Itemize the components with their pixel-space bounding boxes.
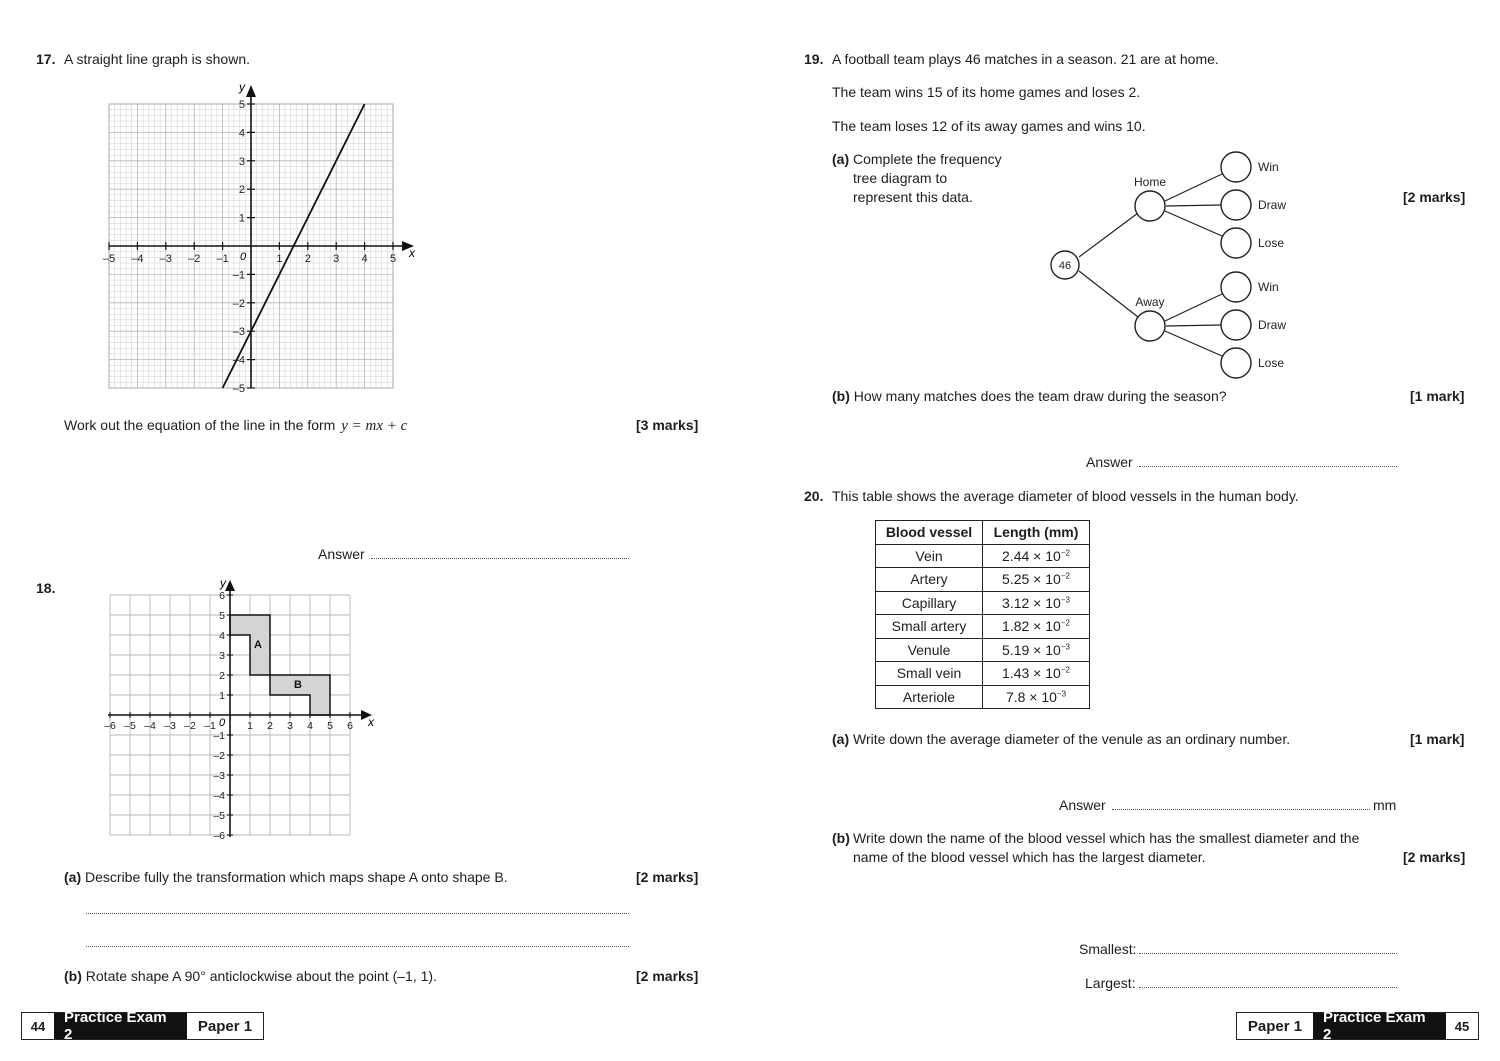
footer-left — [21, 1009, 264, 1043]
tree-away-lose-label: Lose — [1258, 356, 1285, 370]
q20-unit: mm — [1373, 797, 1397, 813]
tree-home-lose-node[interactable] — [1221, 228, 1251, 258]
q17-number: 17. — [36, 51, 56, 67]
length-cell — [983, 544, 1090, 568]
length-mantissa: 1.43 × 10 — [1002, 665, 1061, 682]
length-exponent: −3 — [1060, 595, 1070, 605]
q18a — [64, 869, 508, 885]
q17-y-tick-label: –1 — [232, 269, 245, 282]
q17-form: y = mx + c — [341, 418, 408, 434]
vessel-cell: Small artery — [876, 615, 983, 639]
q18-y-tick-label: 6 — [219, 590, 225, 602]
q19-number: 19. — [804, 51, 824, 67]
q18b-text: Rotate shape A 90° anticlockwise about the point (–1, 1). — [85, 968, 437, 984]
q17-origin-label: 0 — [240, 251, 247, 263]
q18-x-tick-label: 5 — [327, 720, 333, 732]
q17-question-text: Work out the equation of the line in the form — [64, 417, 336, 433]
table-row — [876, 544, 1090, 568]
q18a-answer-line-2[interactable] — [86, 946, 629, 947]
q17-graph — [100, 80, 430, 400]
q18-y-tick-label: –3 — [213, 770, 225, 782]
tree-home-node[interactable] — [1135, 191, 1165, 221]
tree-away-label: Away — [1135, 295, 1165, 309]
q20b-line2: name of the blood vessel which has the largest diameter. — [853, 849, 1206, 865]
q18-x-tick-label: –4 — [144, 720, 156, 732]
q17-x-tick-label: –3 — [159, 253, 172, 265]
q18b — [64, 968, 437, 984]
q20-answer-line[interactable] — [1112, 809, 1370, 810]
q18-x-tick-label: –2 — [184, 720, 196, 732]
tree-away-win-node[interactable] — [1221, 272, 1251, 302]
table-header-row — [876, 521, 1090, 545]
q17-question — [64, 417, 407, 435]
q20-answer-label: Answer — [1059, 797, 1106, 813]
q17-answer-line[interactable] — [371, 558, 629, 559]
vessel-cell: Small vein — [876, 662, 983, 686]
q19a-line3: represent this data. — [853, 189, 973, 205]
q17-x-tick-label: 1 — [276, 253, 283, 265]
q17-x-tick-label: 5 — [389, 253, 397, 265]
table-row — [876, 591, 1090, 615]
q18-number: 18. — [36, 580, 56, 596]
q18-x-axis-label: x — [368, 715, 374, 729]
length-cell — [983, 591, 1090, 615]
q18a-text: Describe fully the transformation which maps shape A onto shape B. — [85, 869, 508, 885]
length-mantissa: 1.82 × 10 — [1002, 618, 1061, 635]
q17-answer-label: Answer — [318, 546, 365, 562]
length-exponent: −3 — [1060, 642, 1070, 652]
q19a-marks: [2 marks] — [1403, 189, 1466, 205]
q17-x-tick-label: –1 — [216, 253, 229, 265]
table-row — [876, 615, 1090, 639]
footer-left-paper: Paper 1 — [197, 1017, 253, 1035]
tree-away-draw-label: Draw — [1258, 318, 1287, 332]
q18-y-axis-label: y — [220, 576, 226, 590]
q18-x-tick-label: –5 — [124, 720, 136, 732]
q17-x-axis-label: x — [409, 246, 415, 260]
tree-home-win-label: Win — [1258, 160, 1279, 174]
footer-left-page: 44 — [30, 1018, 46, 1034]
q19a-line1: Complete the frequency — [853, 151, 1002, 167]
q18a-label: (a) — [64, 869, 82, 885]
tree-home-draw-label: Draw — [1258, 198, 1287, 212]
table-row — [876, 685, 1090, 709]
length-mantissa: 5.25 × 10 — [1002, 571, 1061, 588]
q17-y-tick-label: –5 — [232, 383, 245, 395]
q18a-answer-line-1[interactable] — [86, 913, 629, 914]
tree-home-draw-node[interactable] — [1221, 190, 1251, 220]
q19a-line2: tree diagram to — [853, 170, 948, 186]
q17-marks: [3 marks] — [636, 417, 699, 433]
q18-x-tick-label: –1 — [204, 720, 216, 732]
q18-y-tick-label: –5 — [213, 810, 225, 822]
q19a-label: (a) — [832, 151, 850, 167]
length-exponent: −2 — [1060, 618, 1070, 628]
q18-x-tick-label: 6 — [347, 720, 353, 732]
tree-home-lose-label: Lose — [1258, 236, 1285, 250]
length-mantissa: 7.8 × 10 — [1005, 688, 1057, 705]
q17-y-axis-label: y — [239, 80, 245, 94]
q18a-marks: [2 marks] — [636, 869, 699, 885]
vessel-cell: Capillary — [876, 591, 983, 615]
q19-answer-line[interactable] — [1139, 466, 1397, 467]
length-cell — [983, 662, 1090, 686]
footer-right-paper: Paper 1 — [1247, 1017, 1303, 1035]
q19b-marks: [1 mark] — [1410, 388, 1465, 404]
footer-right-page: 45 — [1454, 1018, 1470, 1034]
tree-away-win-label: Win — [1258, 280, 1279, 294]
q17-x-tick-label: 3 — [333, 253, 340, 265]
q20b-marks: [2 marks] — [1403, 849, 1466, 865]
q18-y-tick-label: –2 — [213, 750, 225, 762]
q18-x-tick-label: 1 — [247, 720, 253, 732]
q17-y-tick-label: –4 — [232, 354, 245, 367]
q20a-label: (a) — [832, 731, 850, 747]
q18-y-tick-label: 3 — [219, 650, 225, 662]
q17-x-tick-label: –2 — [188, 253, 201, 265]
shape-a-label: A — [254, 639, 262, 651]
q18-y-tick-label: –1 — [213, 730, 225, 742]
length-mantissa: 5.19 × 10 — [1002, 641, 1061, 658]
q17-y-tick-label: 5 — [238, 99, 245, 111]
q18-x-tick-label: 3 — [287, 720, 293, 732]
q17-prompt: A straight line graph is shown. — [64, 51, 250, 67]
length-exponent: −3 — [1056, 689, 1067, 699]
q17-y-tick-label: –2 — [232, 297, 245, 310]
vessel-cell: Arteriole — [876, 685, 983, 709]
q18b-marks: [2 marks] — [636, 968, 699, 984]
length-exponent: −2 — [1060, 665, 1070, 675]
q17-x-tick-label: 4 — [361, 253, 368, 265]
q18-y-tick-label: –4 — [213, 790, 225, 802]
q18-y-tick-label: 4 — [219, 630, 225, 642]
q18-y-tick-label: 1 — [219, 690, 225, 702]
q19-answer-label: Answer — [1086, 454, 1133, 470]
q18-x-tick-label: 4 — [307, 720, 313, 732]
vessel-cell: Artery — [876, 568, 983, 592]
q17-y-tick-label: 3 — [238, 155, 245, 168]
vessel-cell: Vein — [876, 544, 983, 568]
q20-number: 20. — [804, 488, 824, 504]
length-cell — [983, 615, 1090, 639]
footer-right-exam: Practice Exam 2 — [1313, 1013, 1446, 1039]
q17-y-tick-label: 2 — [238, 184, 245, 197]
q18-y-arrow — [225, 580, 235, 591]
tree-root-value: 46 — [1058, 260, 1072, 272]
q18-x-tick-label: –6 — [104, 720, 116, 732]
vessel-cell: Venule — [876, 638, 983, 662]
q18-origin-label: 0 — [219, 717, 226, 729]
q18-y-tick-label: –6 — [213, 830, 225, 842]
length-mantissa: 3.12 × 10 — [1002, 594, 1061, 611]
q17-y-tick-label: –3 — [232, 326, 245, 339]
smallest-label: Smallest: — [1079, 941, 1137, 957]
q17-y-tick-label: 4 — [238, 127, 245, 140]
q20a-marks: [1 mark] — [1410, 731, 1465, 747]
q18b-label: (b) — [64, 968, 82, 984]
q17-y-arrow — [246, 85, 256, 97]
tree-away-draw-node[interactable] — [1221, 310, 1251, 340]
table-header-vessel: Blood vessel — [876, 521, 983, 545]
q17-x-tick-label: –4 — [131, 253, 144, 265]
q20-prompt: This table shows the average diameter of blood vessels in the human body. — [832, 488, 1299, 504]
blood-vessel-table — [875, 520, 1090, 709]
q20b-label: (b) — [832, 830, 850, 846]
q19-line2: The team wins 15 of its home games and loses 2. — [832, 84, 1141, 100]
q17-x-tick-label: –5 — [102, 253, 116, 265]
tree-away-node[interactable] — [1135, 311, 1165, 341]
length-cell — [983, 685, 1090, 709]
length-exponent: −2 — [1060, 548, 1070, 558]
table-row — [876, 662, 1090, 686]
q19b — [832, 388, 1227, 404]
q20a-text: Write down the average diameter of the venule as an ordinary number. — [853, 731, 1291, 747]
frequency-tree — [1040, 145, 1300, 385]
length-mantissa: 2.44 × 10 — [1002, 547, 1061, 564]
q18-x-tick-label: –3 — [164, 720, 176, 732]
q18-graph — [100, 575, 390, 845]
largest-answer-line[interactable] — [1139, 987, 1397, 988]
q18-y-tick-label: 2 — [219, 670, 225, 682]
q17-x-tick-label: 2 — [304, 253, 311, 265]
q18-x-tick-label: 2 — [267, 720, 273, 732]
shape-b-label: B — [294, 679, 302, 691]
q18-y-tick-label: 5 — [219, 610, 225, 622]
tree-away-lose-node[interactable] — [1221, 348, 1251, 378]
table-header-length: Length (mm) — [983, 521, 1090, 545]
q20a — [832, 731, 1290, 747]
q19-line1: A football team plays 46 matches in a season. 21 are at home. — [832, 51, 1219, 67]
shape-a — [230, 615, 270, 675]
q19b-text: How many matches does the team draw during the season? — [853, 388, 1227, 404]
footer-left-exam: Practice Exam 2 — [54, 1013, 187, 1039]
length-exponent: −2 — [1060, 571, 1070, 581]
length-cell — [983, 638, 1090, 662]
smallest-answer-line[interactable] — [1139, 953, 1397, 954]
q19-line3: The team loses 12 of its away games and wins 10. — [832, 118, 1146, 134]
table-row — [876, 638, 1090, 662]
q17-y-tick-label: 1 — [238, 212, 245, 225]
length-cell — [983, 568, 1090, 592]
footer-right — [1236, 1009, 1479, 1043]
q20b-line1: Write down the name of the blood vessel which has the smallest diameter and the — [853, 830, 1360, 846]
table-row — [876, 568, 1090, 592]
tree-home-win-node[interactable] — [1221, 152, 1251, 182]
largest-label: Largest: — [1085, 975, 1136, 991]
tree-home-label: Home — [1133, 175, 1167, 189]
q19b-label: (b) — [832, 388, 850, 404]
